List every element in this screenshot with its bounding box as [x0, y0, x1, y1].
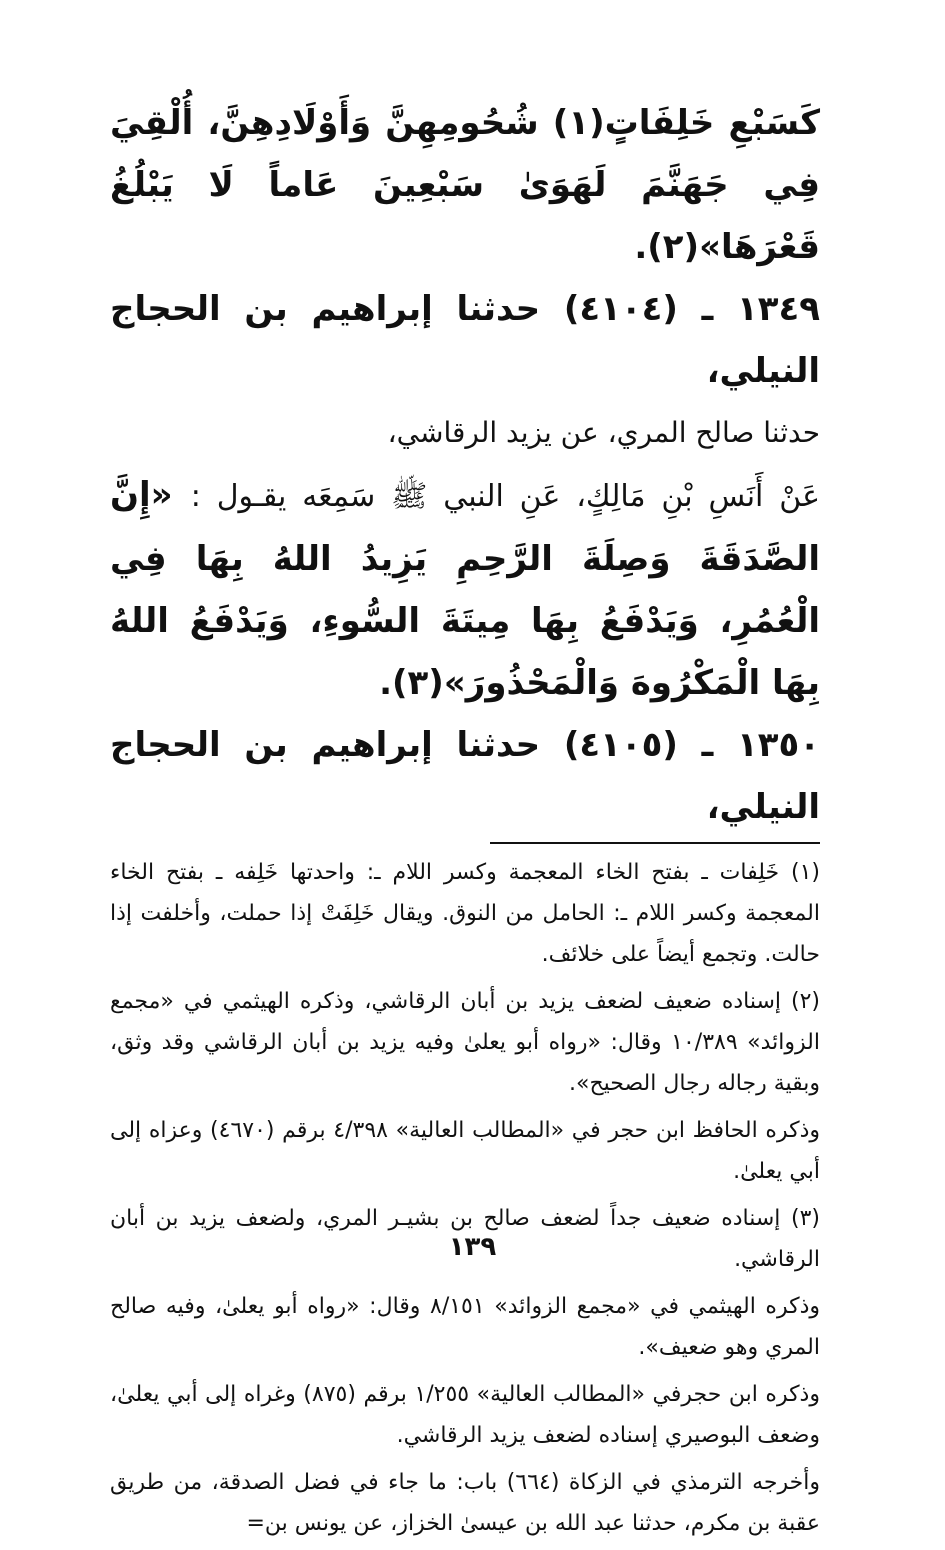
footnote-2-continued: وذكره الحافظ ابن حجر في «المطالب العالية» ٤/٣٩٨ برقم (٤٦٧٠) وعزاه إلى أبي يعلىٰ.	[110, 1118, 820, 1184]
footnote-1: (١) خَلِفات ـ بفتح الخاء المعجمة وكسر اللام ـ: واحدتها خَلِفه ـ بفتح الخاء المعجمة وكسر اللام ـ: الحامل من النوق. ويقال خَلِفَتْ إذا حملت، وأخلفت إذا حالت. وتجمع أيضاً على خلائف.	[110, 860, 820, 967]
page-number: ١٣٩	[448, 1232, 497, 1262]
main-text	[110, 92, 820, 838]
footnotes	[110, 852, 820, 1544]
entry-1349-narrator: عَنْ أَنَسِ بْنِ مَالِكٍ، عَنِ النبي ﷺ سَمِعَه يقـول :	[190, 479, 820, 514]
entry-1349-heading: ١٣٤٩ ـ (٤١٠٤) حدثنا إبراهيم بن الحجاج النيلي،	[110, 289, 820, 391]
footnote-3-continued-b: وذكره ابن حجرفي «المطالب العالية» ١/٢٥٥ برقم (٨٧٥) وغراه إلى أبي يعلىٰ، وضعف البوصيري إسناده لضعف يزيد الرقاشي.	[110, 1382, 820, 1448]
book-page	[110, 92, 820, 1550]
footnote-3: (٣) إسناده ضعيف جداً لضعف صالح بن بشيـر المري، ولضعف يزيد بن أبان الرقاشي.	[110, 1206, 820, 1272]
entry-1349-matn-block	[110, 464, 820, 714]
footnote-2: (٢) إسناده ضعيف لضعف يزيد بن أبان الرقاشي، وذكره الهيثمي في «مجمع الزوائد» ١٠/٣٨٩ وقال: «رواه أبو يعلىٰ وفيه يزيد بن أبان الرقاشي وقد وثق، وبقية رجاله رجال الصحيح».	[110, 989, 820, 1096]
footnote-3-continued-c: وأخرجه الترمذي في الزكاة (٦٦٤) باب: ما جاء في فضل الصدقة، من طريق عقبة بن مكرم، حدثنا عبد الله بن عيسىٰ الخزاز، عن يونس بن=	[110, 1470, 820, 1536]
entry-1349-matn: «إِنَّ الصَّدَقَةَ وَصِلَةَ الرَّحِمِ يَزِيدُ اللهُ بِهَا فِي الْعُمُرِ، وَيَدْفَعُ بِهَا مِيتَةَ السُّوءِ، وَيَدْفَعُ اللهُ بِهَا الْمَكْرُوهَ وَالْمَحْذُورَ»(٣).	[110, 475, 820, 703]
hadith-continuation: كَسَبْعِ خَلِفَاتٍ(١) شُحُومِهِنَّ وَأَوْلَادِهِنَّ، أُلْقِيَ فِي جَهَنَّمَ لَهَوَىٰ سَبْعِينَ عَاماً لَا يَبْلُغُ قَعْرَهَا»(٢).	[110, 103, 820, 267]
entry-1350-heading: ١٣٥٠ ـ (٤١٠٥) حدثنا إبراهيم بن الحجاج النيلي،	[110, 725, 820, 827]
entry-1349-chain: حدثنا صالح المري، عن يزيد الرقاشي،	[387, 416, 820, 449]
footnote-divider	[490, 842, 820, 844]
footnote-3-continued-a: وذكره الهيثمي في «مجمع الزوائد» ٨/١٥١ وقال: «رواه أبو يعلىٰ، وفيه صالح المري وهو ضعيف».	[110, 1294, 820, 1360]
